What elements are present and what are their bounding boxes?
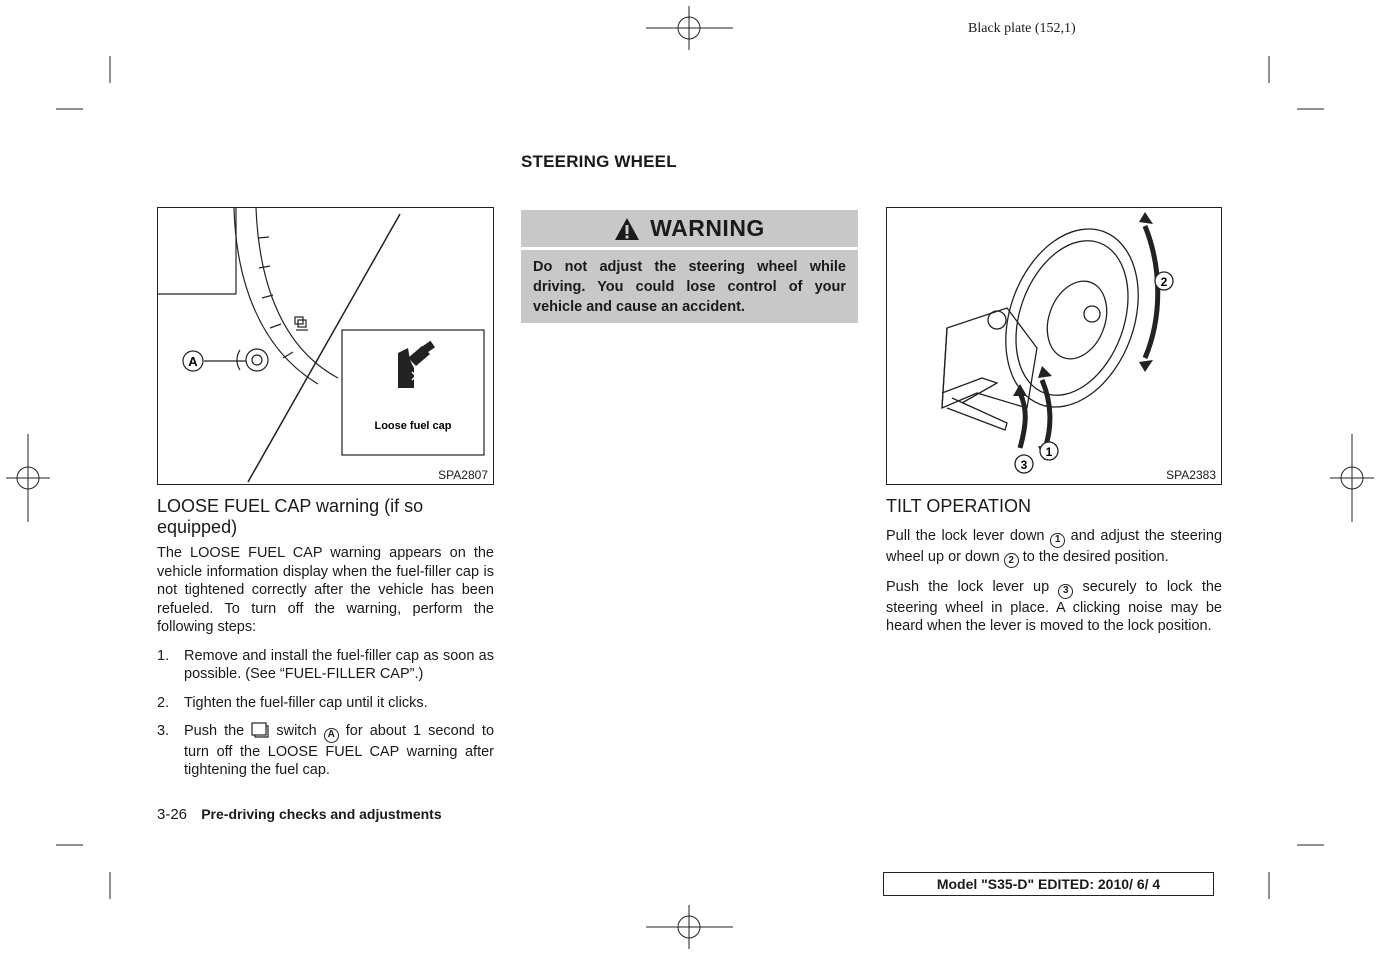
section-title: TILT OPERATION [886, 496, 1032, 516]
page-number: 3-26 [157, 806, 188, 823]
callout-1-label: 1 [1045, 445, 1053, 459]
step-text: for about 1 second to turn off the LOOSE FUEL CAP warning after tightening the fuel cap. [184, 723, 495, 778]
display-message: Loose fuel cap [374, 420, 452, 432]
callout-a-label: A [188, 354, 198, 369]
loose-fuel-cap-section [157, 496, 494, 790]
fuel-cap-icon [398, 341, 435, 388]
steering-column-illustration [887, 208, 1221, 484]
callout-2-label: 2 [1160, 275, 1168, 289]
section-title: LOOSE FUEL CAP warning (if so equipped) [157, 496, 424, 537]
warning-title: WARNING [650, 215, 765, 241]
text-run: Pull the lock lever down [886, 528, 1045, 544]
steering-wheel-figure [886, 207, 1222, 485]
step-number: 3. [157, 723, 170, 739]
text-run: Push the lock lever up [886, 579, 1050, 595]
model-edit-box: Model "S35-D" EDITED: 2010/ 6/ 4 [883, 872, 1214, 896]
callout-a-icon: A [324, 728, 339, 743]
warning-text: Do not adjust the steering wheel while driving. You could lose control of your vehicle and cause an accident. [521, 250, 858, 323]
figure-code: SPA2383 [1166, 468, 1216, 482]
tilt-paragraph-2 [886, 578, 1222, 636]
instrument-cluster-illustration [158, 208, 493, 484]
tilt-operation-section [886, 496, 1222, 636]
step-text: Push the [184, 723, 245, 739]
list-item [157, 694, 494, 713]
callout-1-icon: 1 [1050, 533, 1065, 548]
page-heading: STEERING WHEEL [521, 152, 677, 171]
step-text: Tighten the fuel-filler cap until it clicks. [184, 694, 428, 711]
text-run: securely to lock the steering wheel in place. A clicking noise may be heard when the lever is moved to the lock position. [886, 579, 1222, 634]
callout-2-icon: 2 [1004, 553, 1019, 568]
step-number: 1. [157, 647, 170, 664]
callout-3-label: 3 [1020, 458, 1028, 472]
page-footer [157, 806, 442, 823]
steps-list [157, 647, 494, 780]
text-run: to the desired position. [1022, 548, 1169, 565]
callout-3-icon: 3 [1058, 584, 1073, 599]
display-switch-icon [251, 722, 269, 738]
tilt-paragraph-1 [886, 527, 1222, 568]
figure-code: SPA2807 [438, 468, 488, 482]
warning-box [521, 210, 858, 322]
intro-paragraph: The LOOSE FUEL CAP warning appears on the vehicle information display when the fuel-filler cap is not tightened correctly after the vehicle has been refueled. To turn off the warning, perform the following steps: [157, 545, 494, 635]
plate-label: Black plate (152,1) [968, 21, 1076, 36]
warning-header [521, 210, 858, 247]
step-text: Remove and install the fuel-filler cap as soon as possible. (See “FUEL-FILLER CAP”.) [184, 647, 494, 682]
step-number: 2. [157, 694, 170, 711]
step-text: switch [276, 723, 317, 739]
list-item [157, 647, 494, 684]
warning-triangle-icon [614, 217, 640, 241]
text-run: and adjust the steering wheel up or down [886, 528, 1223, 565]
fuel-cap-figure [157, 207, 494, 485]
list-item [157, 722, 494, 780]
footer-section-name: Pre-driving checks and adjustments [201, 806, 442, 822]
